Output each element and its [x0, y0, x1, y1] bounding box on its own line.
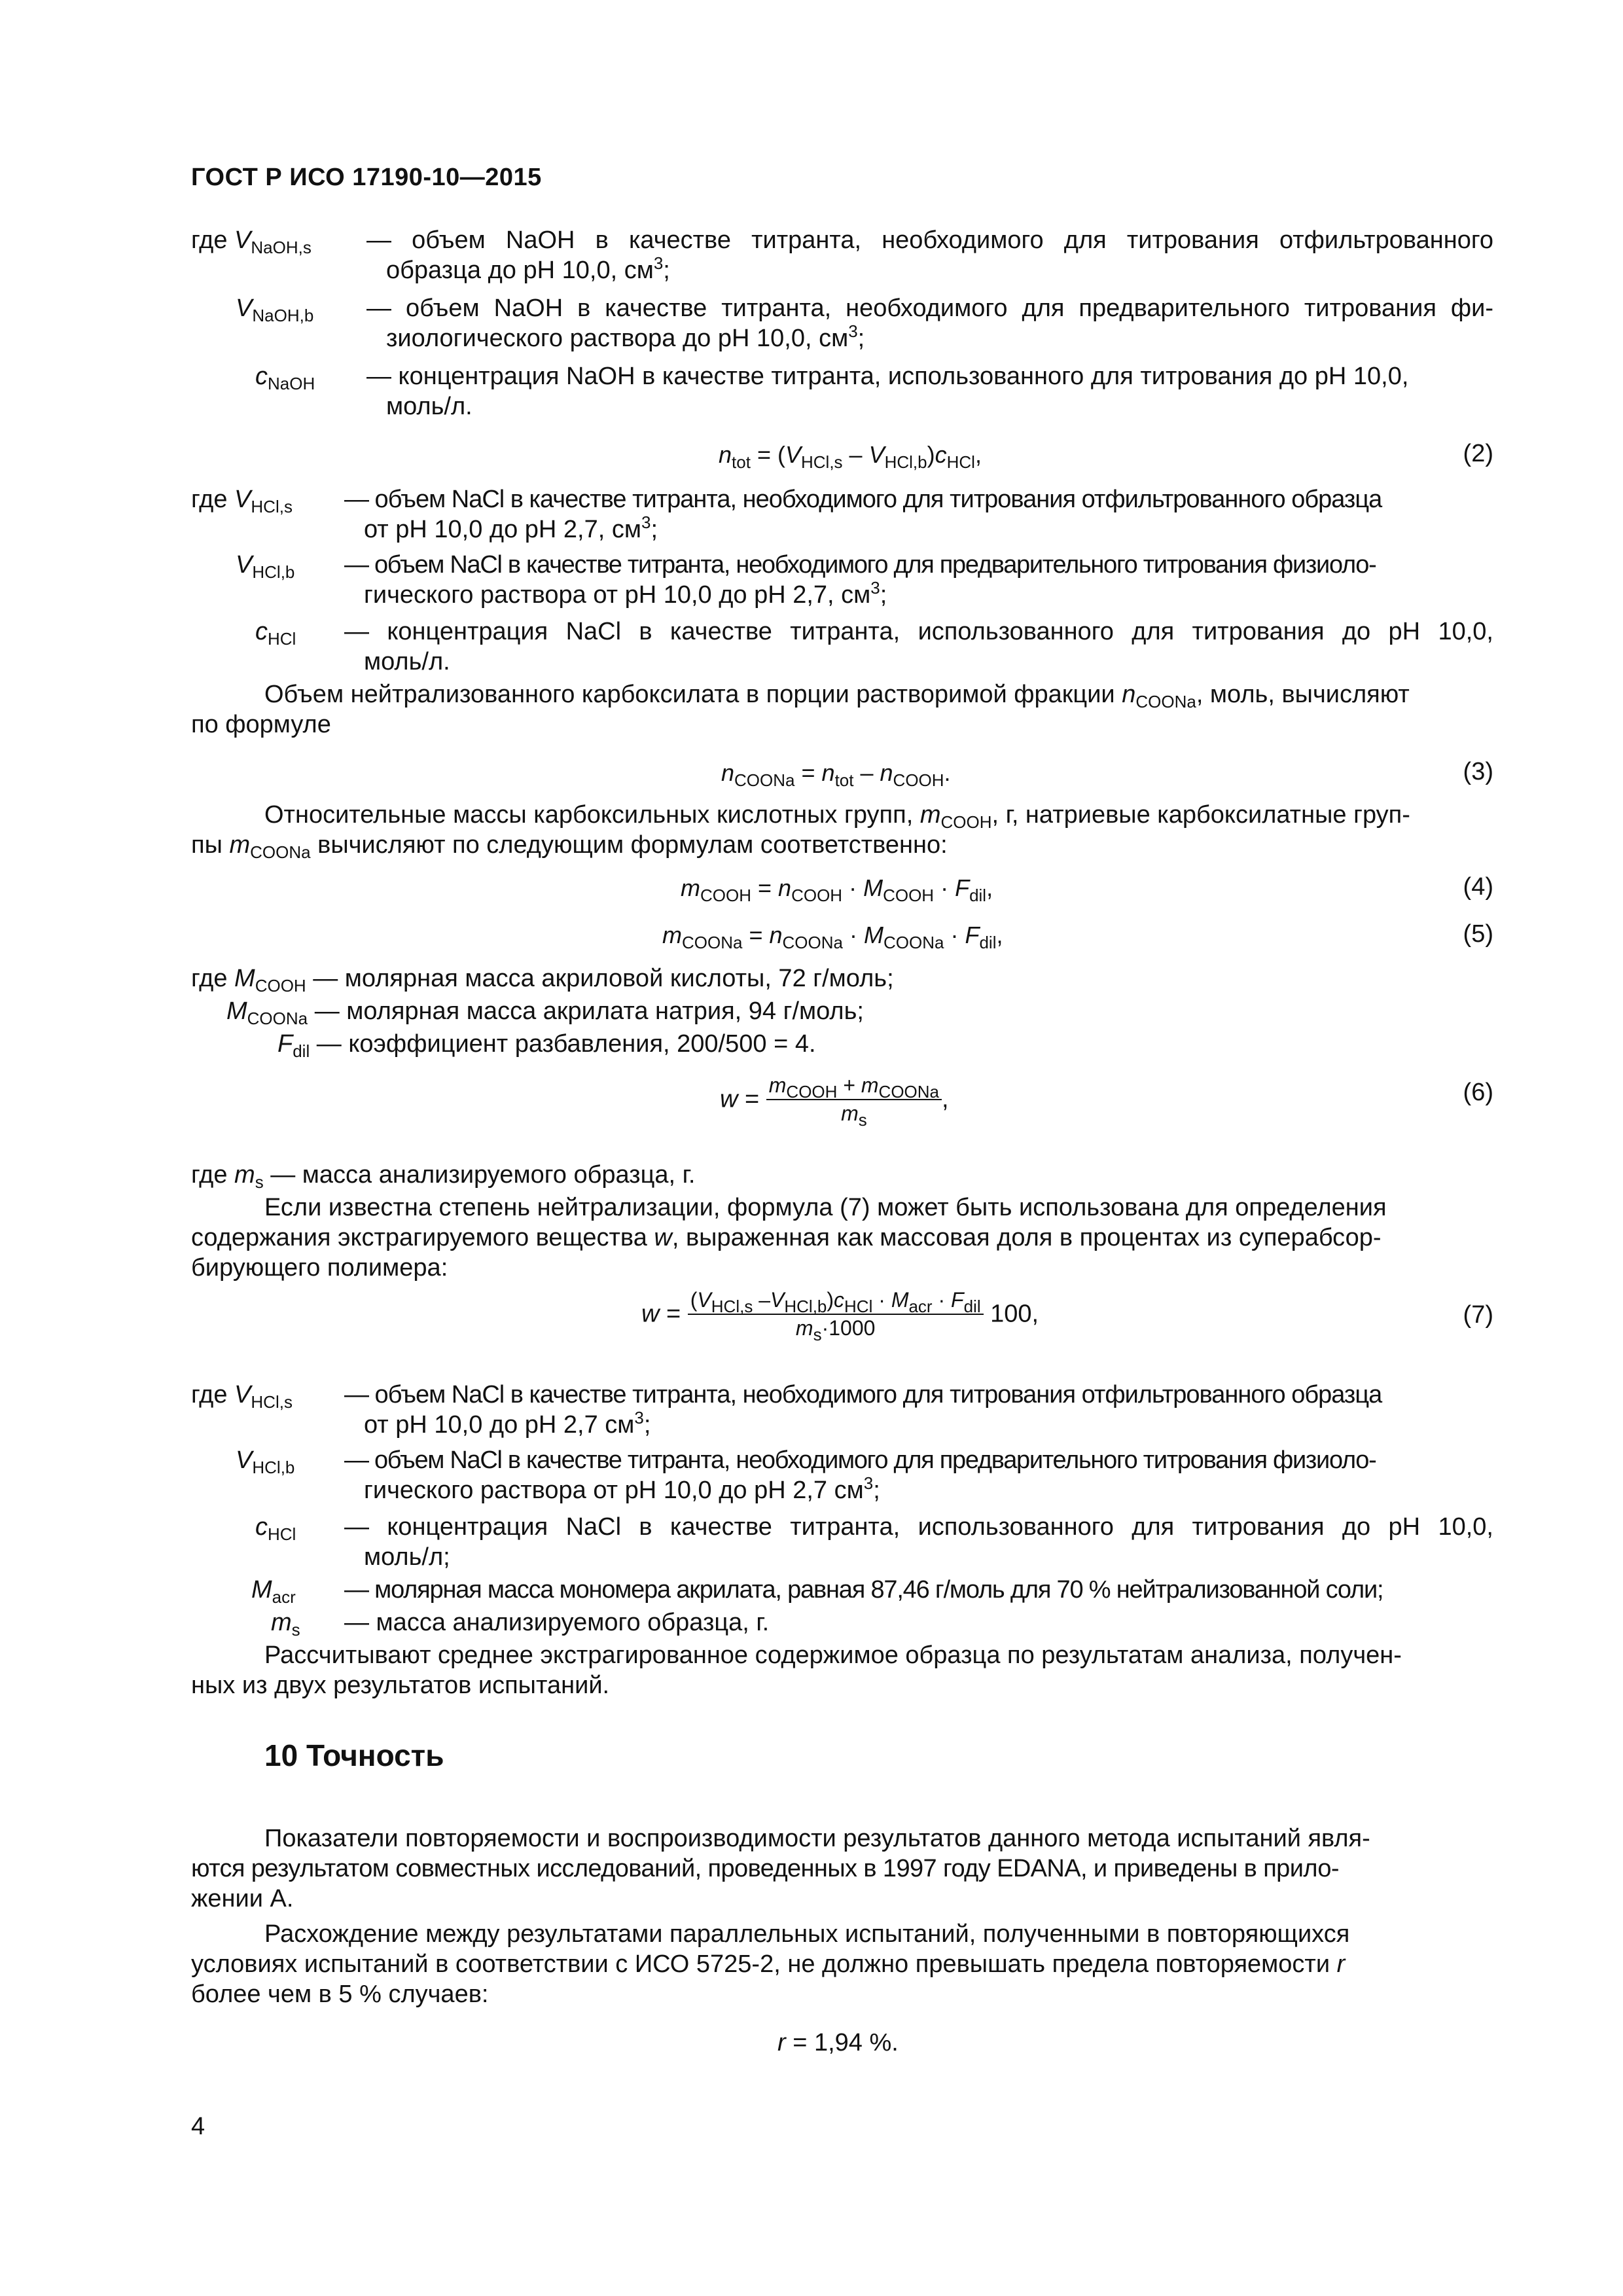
equation-5-number: (5) — [1463, 920, 1493, 948]
paragraph-2-line1: Относительные массы карбоксильных кислотных групп, $m_{COOH}$, г, натриевые карбоксилатные груп- — [264, 801, 1410, 832]
paragraph-3-line2: содержания экстрагируемого вещества w, выраженная как массовая доля в процентах из суперабсор- — [191, 1224, 1382, 1251]
def-v-hcl-s-text2: от pH 10,0 до pH 2,7, $см^3$; — [364, 512, 658, 543]
def-v-hcl-b-text2: гического раствора от pH 10,0 до pH 2,7, $см^3$; — [364, 578, 887, 609]
equation-6-fraction: $\frac{m_{COOH} + m_{COONa}}{m_s}$ — [766, 1073, 942, 1126]
paragraph-4-line1: Рассчитывают среднее экстрагированное содержимое образца по результатам анализа, получен- — [264, 1641, 1402, 1669]
def-m-cooh: где $M_{COOH}$ — молярная масса акриловой кислоты, 72 г/моль; — [191, 965, 894, 996]
equation-7: w = $\frac{(V_{HCl,s} -V_{HCl,b})c_{HCl} \cdot M_{acr} \cdot F_{dil}}{m_s\cdot 1000}$ 100, — [641, 1288, 1039, 1344]
equation-2: $n_{tot} = (V_{HCl,s} - V_{HCl,b})c_{HCl}$, — [719, 441, 982, 472]
equation-4-number: (4) — [1463, 873, 1493, 901]
document-header: ГОСТ Р ИСО 17190-10—2015 — [191, 164, 542, 191]
def5-v-hcl-s: где $V_{HCl,s}$ — [191, 1381, 293, 1412]
paragraph-3-line3: бирующего полимера: — [191, 1254, 448, 1282]
equation-7-number: (7) — [1463, 1301, 1493, 1329]
def5-v-hcl-b: $V_{HCl,b}$ — [236, 1446, 295, 1477]
def5-c-hcl-text2: моль/л; — [364, 1543, 450, 1571]
def-v-naoh-s: где $V_{NaOH,s}$ — [191, 226, 312, 257]
def5-c-hcl-text: — концентрация NaCl в качестве титранта, использованного для титрования до pH 10,0, — [344, 1513, 1493, 1541]
def-c-naoh: $c_{NaOH}$ — [255, 363, 315, 393]
def-c-naoh-text2: моль/л. — [386, 393, 473, 420]
def-m-s: где $m_s$ — масса анализируемого образца, г. — [191, 1161, 696, 1192]
def5-c-hcl: $c_{HCl}$ — [255, 1513, 296, 1544]
paragraph-1-line2: по формуле — [191, 711, 331, 738]
equation-r: r = 1,94 %. — [777, 2029, 899, 2056]
equation-2-number: (2) — [1463, 440, 1493, 467]
def5-m-s-text: — масса анализируемого образца, г. — [344, 1609, 770, 1636]
def-m-coona: $M_{COONa}$ — молярная масса акрилата натрия, 94 г/моль; — [226, 997, 864, 1028]
def5-m-acr-text: — молярная масса мономера акрилата, равная 87,46 г/моль для 70 % нейтрализованной соли; — [344, 1576, 1383, 1604]
equation-5: $m_{COONa} = n_{COONa} \cdot M_{COONa} \cdot F_{dil}$, — [662, 922, 1003, 952]
def-c-naoh-text: — концентрация NaOH в качестве титранта, использованного для титрования до pH 10,0, — [366, 363, 1409, 390]
paragraph-6-line2: условиях испытаний в соответствии с ИСО 5725-2, не должно превышать предела повторяемости r — [191, 1950, 1346, 1978]
def5-v-hcl-b-text2: гического раствора от pH 10,0 до pH 2,7 $см^3$; — [364, 1473, 880, 1504]
def5-v-hcl-s-text2: от pH 10,0 до pH 2,7 $см^3$; — [364, 1408, 651, 1439]
def-v-naoh-s-text: — объем NaOH в качестве титранта, необходимого для титрования отфильтрованного — [366, 226, 1493, 254]
def-v-hcl-b: $V_{HCl,b}$ — [236, 551, 295, 582]
def-v-naoh-b: $V_{NaOH,b}$ — [236, 295, 314, 325]
equation-4: $m_{COOH} = n_{COOH} \cdot M_{COOH} \cdot F_{dil}$, — [681, 874, 993, 905]
def-v-naoh-b-text: — объем NaOH в качестве титранта, необходимого для предварительного титрования фи- — [366, 295, 1493, 322]
def-v-hcl-s: где $V_{HCl,s}$ — [191, 486, 293, 516]
paragraph-2-line2: пы $m_{COONa}$ вычисляют по следующим формулам соответственно: — [191, 831, 948, 862]
paragraph-5-line1: Показатели повторяемости и воспроизводимости результатов данного метода испытаний явля- — [264, 1825, 1370, 1852]
paragraph-6-line3: более чем в 5 % случаев: — [191, 1981, 489, 2008]
equation-3-number: (3) — [1463, 758, 1493, 785]
paragraph-1-line1: Объем нейтрализованного карбоксилата в порции растворимой фракции $n_{COONa}$, моль, вычисляют — [264, 681, 1410, 711]
paragraph-6-line1: Расхождение между результатами параллельных испытаний, полученными в повторяющихся — [264, 1920, 1350, 1948]
paragraph-4-line2: ных из двух результатов испытаний. — [191, 1672, 610, 1699]
def-c-hcl: $c_{HCl}$ — [255, 618, 296, 649]
def5-m-acr: $M_{acr}$ — [251, 1576, 296, 1607]
paragraph-3-line1: Если известна степень нейтрализации, формула (7) может быть использована для определения — [264, 1194, 1387, 1221]
def-v-hcl-b-text: — объем NaCl в качестве титранта, необходимого для предварительного титрования физиоло- — [344, 551, 1376, 579]
def5-m-s: $m_s$ — [271, 1609, 300, 1640]
def5-v-hcl-b-text: — объем NaCl в качестве титранта, необходимого для предварительного титрования физиоло- — [344, 1446, 1376, 1474]
def-v-hcl-s-text: — объем NaCl в качестве титранта, необходимого для титрования отфильтрованного образца — [344, 486, 1382, 513]
def-v-naoh-s-text2: образца до pH 10,0, $см^3$; — [386, 253, 670, 284]
def-f-dil: $F_{dil}$ — коэффициент разбавления, 200/500 = 4. — [277, 1030, 816, 1061]
section-10-heading: 10 Точность — [264, 1738, 444, 1772]
equation-6-number: (6) — [1463, 1079, 1493, 1106]
equation-3: $n_{COONa} = n_{tot} - n_{COOH}$. — [721, 759, 951, 790]
page-number: 4 — [191, 2113, 205, 2140]
equation-7-fraction: $\frac{(V_{HCl,s} -V_{HCl,b})c_{HCl} \cdot M_{acr} \cdot F_{dil}}{m_s\cdot 1000}$ — [688, 1288, 984, 1340]
equation-6: w = $\frac{m_{COOH} + m_{COONa}}{m_s}$ , — [720, 1073, 949, 1130]
def5-v-hcl-s-text: — объем NaCl в качестве титранта, необходимого для титрования отфильтрованного образца — [344, 1381, 1382, 1408]
paragraph-5-line3: жении А. — [191, 1885, 294, 1912]
def-c-hcl-text: — концентрация NaCl в качестве титранта, использованного для титрования до pH 10,0, — [344, 618, 1493, 645]
def-c-hcl-text2: моль/л. — [364, 648, 450, 675]
paragraph-5-line2: ются результатом совместных исследований, проведенных в 1997 году EDANA, и приведены в прило- — [191, 1855, 1339, 1882]
def-v-naoh-b-text2: зиологического раствора до pH 10,0, $см^3$; — [386, 321, 865, 352]
